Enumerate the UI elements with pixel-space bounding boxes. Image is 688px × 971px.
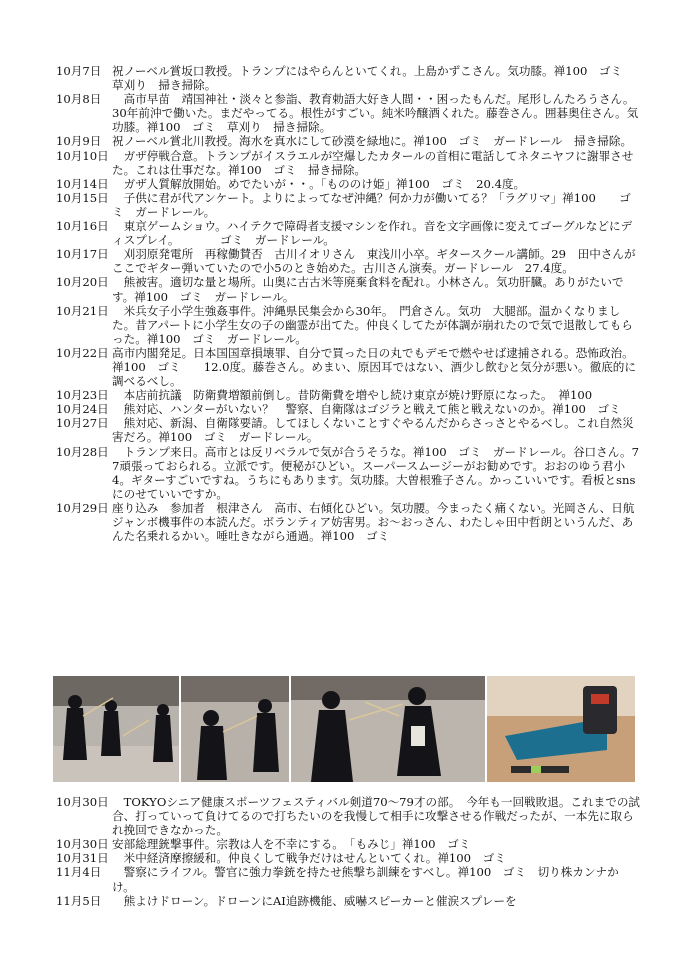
entry-date: 10月31日	[56, 851, 109, 866]
entry-text: 熊被害。適切な量と場所。山奥に古古米等廃棄食料を配れ。小林さん。気功肝臓。ありがたいです。禅100 ゴミ ガードレール。	[112, 275, 624, 304]
entry-text: 安部総理銃撃事件。宗教は人を不幸にする。 「もみじ」禅100 ゴミ	[112, 837, 471, 852]
diary-entry	[56, 134, 640, 148]
diary-entries-top	[56, 64, 640, 543]
entry-date: 10月23日	[56, 388, 109, 403]
entry-date: 10月30日	[56, 837, 109, 852]
diary-entry	[56, 388, 640, 402]
entry-date: 10月14日	[56, 176, 109, 191]
diary-entry	[56, 346, 640, 388]
entry-text: 祝ノーベル賞坂口教授。トランプにはやらんといてくれ。上島かずこさん。気功膝。禅100 ゴミ 草刈り 掃き掃除。	[112, 64, 634, 93]
diary-entry	[56, 501, 640, 543]
diary-entry	[56, 219, 640, 247]
entry-text: 子供に君が代アンケート。よりによってなぜ沖縄？何か力が働いてる？「ラグリマ」禅100 ゴミ ガードレール。	[112, 190, 631, 219]
entry-text: 米兵女子小学生強姦事件。沖縄県民集会から30年。 門倉さん。気功 大腿部。温かくなりました。昔アパートに小学生女の子の幽霊が出てた。仲良くしてたが体調が崩れたので気で退散してもらった。禅100 ゴミ ガードレール。	[112, 303, 633, 346]
entry-text: 警察にライフル。警官に強力拳銃を持たせ熊撃ち訓練をすべし。禅100 ゴミ 切り株カンナかけ。	[112, 865, 619, 894]
entry-date: 10月28日	[56, 444, 109, 459]
entry-date: 10月16日	[56, 219, 109, 234]
entry-text: 座り込み 参加者 根津さん 高市、右傾化ひどい。気功腰。今まったく痛くない。光岡さん、日航ジャンボ機事件の本読んだ。ボランティア妨害男。お～おっさん、わたしゃ田中哲朗というんだ、あんた名乗れるかい。唾吐きながら通過。禅100 ゴミ	[112, 500, 635, 544]
entry-text: TOKYOシニア健康スポーツフェスティバル剣道70～79才の部。 今年も一回戦敗退。これまでの試合、打っていって負けてるので打ちたいのを我慢して相手に攻撃させる作戦だったが、一本先に取られ挽回できなかった。	[112, 795, 641, 838]
entry-text: 高市早苗 靖国神社・淡々と参詣、教育勅語大好き人間・・困ったもんだ。尾形しんたろうさん。30年前沖で働いた。まだやってる。根性がすごい。純米吟醸酒くれた。藤巻さん。囲碁奥住さん。気功膝。禅100 ゴミ 草刈り 掃き掃除。	[112, 92, 639, 135]
diary-entry	[56, 247, 640, 275]
entry-text: 熊対応、新潟、自衛隊要請。してほしくないことすぐやるんだからさっさとやるべし。これ自然災害だろ。禅100 ゴミ ガードレール。	[112, 416, 634, 445]
diary-entry	[56, 894, 640, 908]
entry-date: 10月29日	[56, 500, 109, 515]
entry-date: 10月17日	[56, 247, 109, 262]
entry-text: ガザ人質解放開始。めでたいが・・。「もののけ姫」禅100 ゴミ 20.4度。	[112, 176, 526, 191]
entry-text: ガザ停戦合意。トランプがイスラエルが空爆したカタールの首相に電話してネタニヤフに謝罪させた。これは仕事だな。禅100 ゴミ 掃き掃除。	[112, 148, 634, 177]
diary-entry	[56, 92, 640, 134]
photo-strip	[53, 676, 635, 782]
kendo-photo-2	[181, 676, 289, 782]
diary-entry	[56, 304, 640, 346]
entry-text: 米中経済摩擦緩和。仲良くして戦争だけはせんといてくれ。禅100 ゴミ	[112, 851, 506, 866]
diary-entry	[56, 275, 640, 303]
kendo-photo-1	[53, 676, 179, 782]
entry-text: 熊よけドローン。ドローンにAI追跡機能、威嚇スピーカーと催涙スプレーを	[112, 893, 517, 908]
entry-date: 10月22日	[56, 345, 109, 360]
entry-date: 10月10日	[56, 148, 109, 163]
entry-text: 高市内閣発足。日本国国章損壊罪、自分で買った日の丸でもデモで燃やせば逮捕される。恐怖政治。禅100 ゴミ 12.0度。藤巻さん。めまい、原因耳ではない、酒少し飲むと気分が悪い。徹底的に調べるべし。	[112, 345, 636, 389]
entry-date: 10月8日	[56, 92, 102, 107]
diary-entry	[56, 149, 640, 177]
diary-entry	[56, 191, 640, 219]
entry-date: 11月5日	[56, 893, 102, 908]
entry-date: 11月4日	[56, 865, 102, 880]
diary-entry	[56, 64, 640, 92]
entry-date: 10月20日	[56, 275, 109, 290]
entry-text: 祝ノーベル賞北川教授。海水を真水にして砂漠を緑地に。禅100 ゴミ ガードレール 掃き掃除。	[112, 134, 633, 149]
diary-entry	[56, 177, 640, 191]
diary-entry	[56, 865, 640, 893]
diary-entry	[56, 402, 640, 416]
diary-entry	[56, 851, 640, 865]
entry-date: 10月24日	[56, 402, 109, 417]
entry-text: 東京ゲームショウ。ハイテクで障碍者支援マシンを作れ。音を文字画像に変えてゴーグルなどにディスプレイ。 ゴミ ガードレール。	[112, 219, 633, 248]
diary-entry	[56, 445, 640, 501]
diary-entry	[56, 416, 640, 444]
planer-tool-photo	[487, 676, 635, 782]
diary-entry	[56, 837, 640, 851]
entry-date: 10月21日	[56, 303, 109, 318]
entry-date: 10月7日	[56, 64, 102, 78]
entry-date: 10月30日	[56, 795, 109, 809]
diary-entry	[56, 795, 640, 837]
entry-date: 10月27日	[56, 416, 109, 431]
kendo-photo-3	[291, 676, 485, 782]
entry-text: 本店前抗議 防衛費増額前倒し。昔防衛費を増やし続け東京が焼け野原になった。 禅100	[112, 388, 593, 403]
entry-text: 刈羽原発電所 再稼働賛否 古川イオリさん 東浅川小卒。ギタースクール講師。29 田中さんがここでギター弾いていたので小5のとき始めた。古川さん演奏。ガードレール 27.4度。	[112, 247, 636, 276]
entry-text: 熊対応、ハンターがいない？ 警察、自衛隊はゴジラと戦えて熊と戦えないのか。禅100 ゴミ	[112, 402, 621, 417]
entry-date: 10月9日	[56, 134, 102, 149]
entry-text: トランプ来日。高市とは反リベラルで気が合うそうな。禅100 ゴミ ガードレール。谷口さん。77頑張っておられる。立派です。便秘がひどい。スーパースムージーがお勧めです。おおのゆう君小4。ギターすごいですね。うちにもあります。気功膝。大曽根雅子さん。かっこいいです。看板とsnsにのせていいですか。	[112, 444, 639, 501]
entry-date: 10月15日	[56, 190, 109, 205]
diary-entries-bottom	[56, 795, 640, 908]
